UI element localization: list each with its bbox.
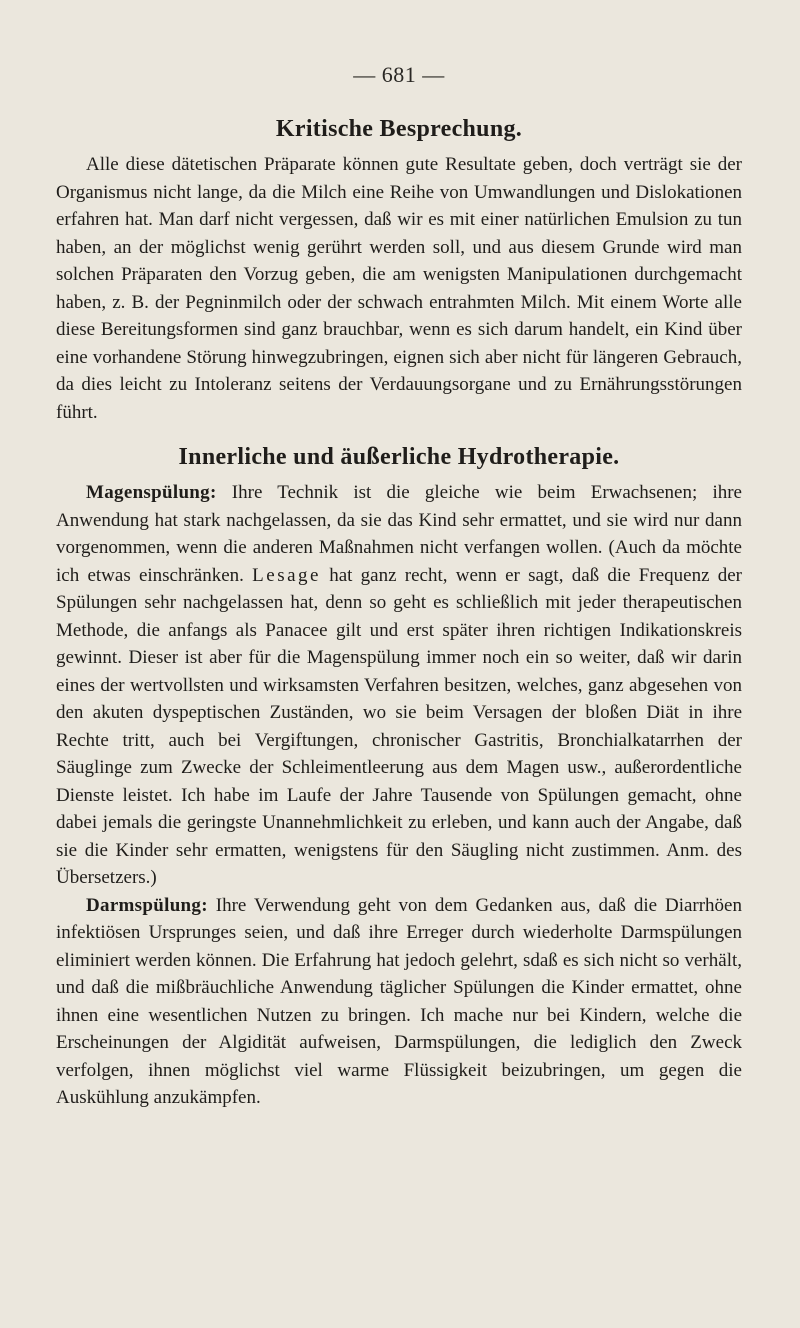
paragraph-magenspuelung bbox=[56, 479, 742, 892]
paragraph-text: Ihre Technik ist die gleiche wie beim Erwachsenen; ihre Anwendung hat stark nachgelassen, da sie das Kind sehr ermattet, und sie wird nur dann vorgenommen, wenn die anderen Maßnahmen nicht verfangen wollen. (Auch da möchte ich etwas einschränken. bbox=[56, 482, 742, 586]
section-heading-hydrotherapie: Innerliche und äußerliche Hydrotherapie. bbox=[178, 444, 620, 470]
paragraph-darmspuelung bbox=[56, 892, 742, 1112]
lead-term-magenspuelung: Magenspülung: bbox=[86, 482, 217, 503]
paragraph-kritische-besprechung: Alle diese dätetischen Präparate können gute Resultate geben, doch verträgt sie der Organismus nicht lange, da die Milch eine Reihe von Umwandlungen und Dislokationen erfahren hat. Man darf nicht vergessen, daß wir es mit einer natürlichen Emulsion zu tun haben, an der möglichst wenig gerührt werden soll, und aus diesem Grunde wird man solchen Präparaten den Vorzug geben, die am wenigsten Manipulationen durchgemacht haben, z. B. der Pegninmilch oder der schwach entrahmten Milch. Mit einem Worte alle diese Bereitungsformen sind ganz brauchbar, wenn es sich darum handelt, ein Kind über eine vorhandene Störung hinwegzubringen, eignen sich aber nicht für längeren Gebrauch, da dies leicht zu Intoleranz seitens der Verdauungsorgane und zu Ernährungsstörungen führt. bbox=[56, 154, 742, 423]
paragraph-text: Ihre Verwendung geht von dem Gedanken aus, daß die Diarrhöen infektiösen Ursprunges seien, und daß ihre Erreger durch wiederholte Darmspülungen eliminiert werden können. Die Erfahrung hat jedoch gelehrt, sdaß es sich nicht so verhält, und daß die mißbräuchliche Anwendung täglicher Spülungen die Kinder ermattet, ohne ihnen eine wesentlichen Nutzen zu bringen. Ich mache nur bei Kindern, welche die Erscheinungen der Algidität aufweisen, Darmspülungen, die lediglich den Zweck verfolgen, ihnen möglichst viel warme Flüssigkeit beizubringen, um gegen die Auskühlung anzukämpfen. bbox=[56, 894, 742, 1108]
section-heading-kritische-besprechung: Kritische Besprechung. bbox=[275, 116, 523, 142]
paragraph-text: hat ganz recht, wenn er sagt, daß die Frequenz der Spülungen sehr nachgelassen hat, denn so geht es schließlich mit jeder therapeutischen Methode, die anfangs als Panacee gilt und erst später ihren richtigen Indikationskreis gewinnt. Dieser ist aber für die Magenspülung immer noch ein so weiter, daß wir darin eines der wertvollsten und wirksamsten Verfahren besitzen, welches, ganz abgesehen von den akuten dyspeptischen Zuständen, wo sie beim Versagen der bloßen Diät in ihre Rechte tritt, auch bei Vergiftungen, chronischer Gastritis, Bronchialkatarrhen der Säuglinge zum Zwecke der Schleimentleerung aus dem Magen usw., außerordentliche Dienste leistet. Ich habe im Laufe der Jahre Tausende von Spülungen gemacht, ohne dabei jemals die geringste Unannehmlichkeit zu erleben, und kann auch der Angabe, daß sie die Kinder sehr ermatten, wenigstens für den Säugling nicht zustimmen. Anm. des Übersetzers.) bbox=[56, 564, 742, 888]
lead-term-darmspuelung: Darmspülung: bbox=[86, 894, 208, 916]
page-number: — 681 — bbox=[353, 62, 445, 87]
book-page bbox=[56, 62, 742, 1112]
author-name-lesage: Lesage bbox=[252, 564, 321, 586]
